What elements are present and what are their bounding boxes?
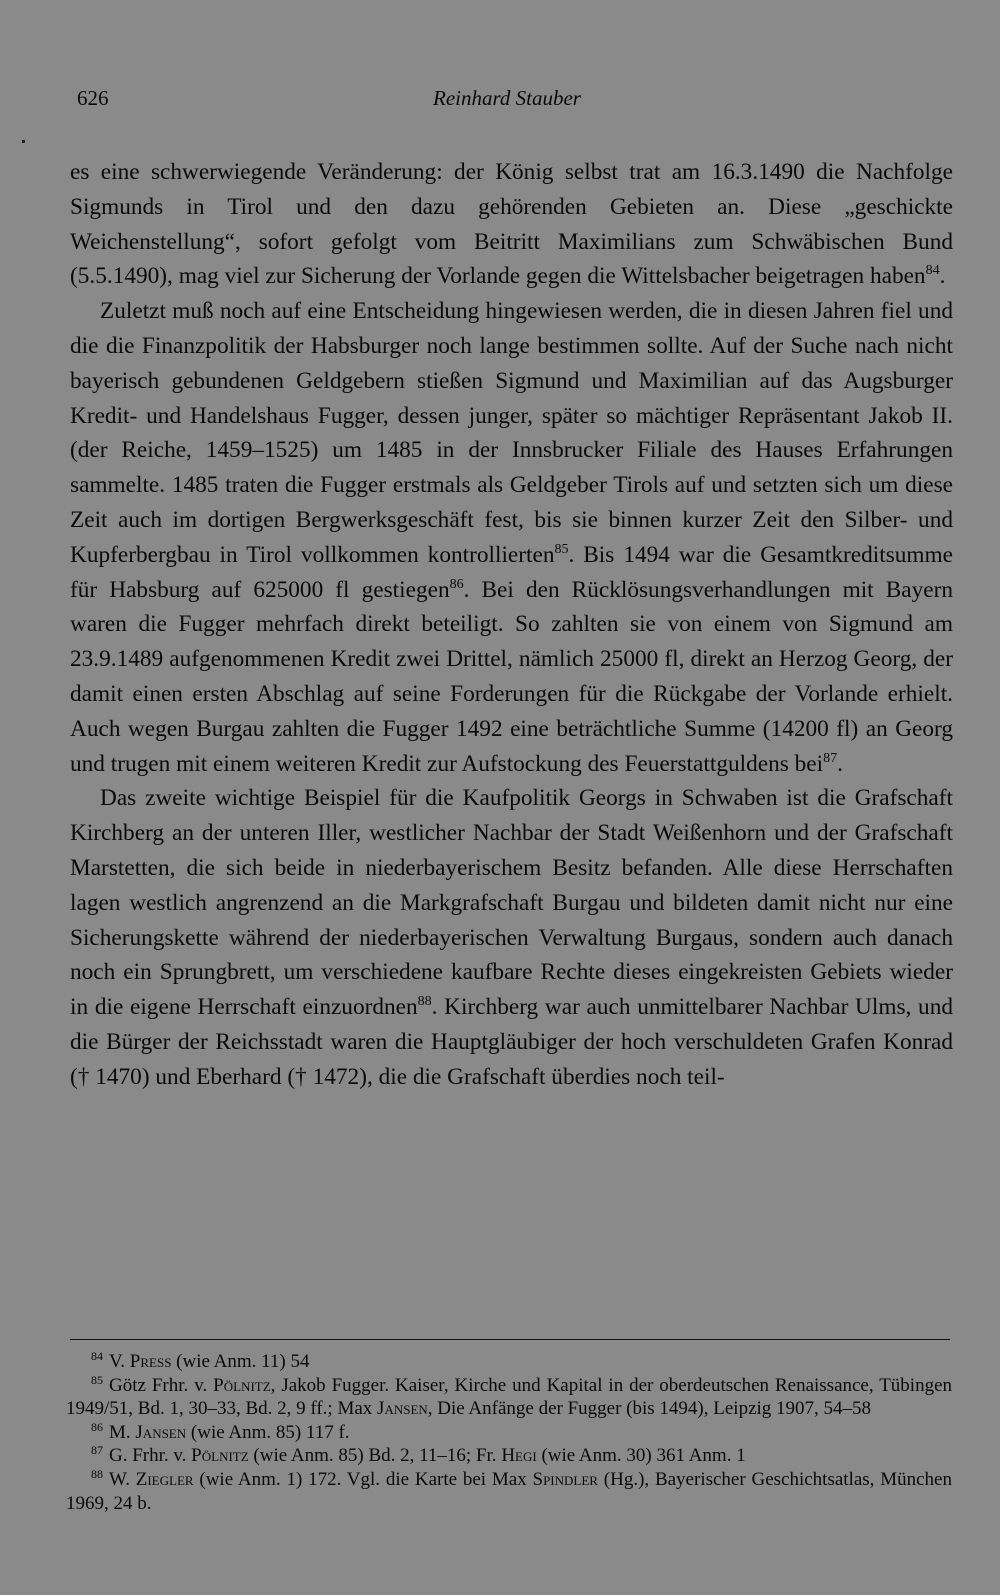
footnote-ref-86[interactable]: 86: [449, 576, 464, 592]
paragraph-3: Das zweite wichtige Beispiel für die Kaufpolitik Georgs in Schwaben ist die Grafschaft Kirchberg an der unteren Iller, westlicher Nachbar der Stadt Weißenhorn und der Grafschaft Marstetten, die sich beide in niederbayerischem Besitz befanden. Alle diese Herrschaften lagen westlich angrenzend an die Markgrafschaft Burgau und bildeten damit nicht nur eine Sicherungskette während der niederbayerischen Verwaltung Burgaus, sondern auch danach noch ein Sprungbrett, um verschiedene kaufbare Rechte dieses eingekreisten Gebiets wieder in die eigene Herrschaft einzuordnen$^{88}$. Kirchberg war auch unmittelbarer Nachbar Ulms, und die Bürger der Reichsstadt waren die Hauptgläubiger der hoch verschuldeten Grafen Konrad († 1470) und Eberhard († 1472), die die Grafschaft überdies noch teil-: [70, 785, 953, 1090]
paragraph-2: Zuletzt muß noch auf eine Entscheidung hingewiesen werden, die in diesen Jahren fiel und die die Finanzpolitik der Habsburger noch lange bestimmen sollte. Auf der Suche nach nicht bayerisch gebundenen Geldgebern stießen Sigmund und Maximilian auf das Augsburger Kredit- und Handelshaus Fugger, dessen junger, später so mächtiger Repräsentant Jakob II. (der Reiche, 1459–1525) um 1485 in der Innsbrucker Filiale des Hauses Erfahrungen sammelte. 1485 traten die Fugger erstmals als Geldgeber Tirols auf und setzten sich um diese Zeit auch im dortigen Bergwerksgeschäft fest, bis sie binnen kurzer Zeit den Silber- und Kupferbergbau in Tirol vollkommen kontrollierten$^{85}$. Bis 1494 war die Gesamtkreditsumme für Habsburg auf 625000 fl gestiegen$^{86}$. Bei den Rücklösungsverhandlungen mit Bayern waren die Fugger mehrfach direkt beteiligt. So zahlten sie von einem von Sigmund am 23.9.1489 aufgenommenen Kredit zwei Drittel, nämlich 25000 fl, direkt an Herzog Georg, der damit einen ersten Abschlag auf seine Forderungen für die Rückgabe der Vorlande erhielt. Auch wegen Burgau zahlten die Fugger 1492 eine beträchtliche Summe (14200 fl) an Georg und trugen mit einem weiteren Kredit zur Aufstockung des Feuerstattguldens bei$^{87}$.: [70, 298, 954, 777]
scan-speck: [22, 140, 25, 143]
footnote-separator: [70, 1339, 950, 1340]
footnote-84: $^{84}$ V. Press (wie Anm. 11) 54: [91, 1349, 310, 1372]
footnote-85: $^{85}$ Götz Frhr. v. Pölnitz, Jakob Fugger. Kaiser, Kirche und Kapital in der oberdeutschen Renaissance, Tübingen 1949/51, Bd. 1, 30–33, Bd. 2, 9 ff.; Max Jansen, Die Anfänge der Fugger (bis 1494), Leipzig 1907, 54–58: [66, 1372, 953, 1420]
footnote-number: 88: [91, 1466, 103, 1481]
footnote-ref-84[interactable]: 84: [925, 263, 940, 279]
footnote-number: 87: [91, 1443, 103, 1458]
paragraph-1: es eine schwerwiegende Veränderung: der König selbst trat am 16.3.1490 die Nachfolge Sigmunds in Tirol und den dazu gehörenden Gebieten an. Diese „geschickte Weichenstellung“, sofort gefolgt vom Beitritt Maximilians zum Schwäbischen Bund (5.5.1490), mag viel zur Sicherung der Vorlande gegen die Wittelsbacher beigetragen haben$^{84}$.: [70, 159, 953, 290]
footnote-ref-87[interactable]: 87: [823, 750, 838, 766]
footnote-ref-88[interactable]: 88: [417, 994, 432, 1010]
page-header: [77, 86, 937, 118]
footnote-number: 85: [91, 1372, 103, 1387]
body-text: [70, 155, 953, 1095]
page-number: 626: [77, 86, 109, 110]
footnote-88: $^{88}$ W. Ziegler (wie Anm. 1) 172. Vgl. die Karte bei Max Spindler (Hg.), Bayerischer Geschichtsatlas, München 1969, 24 b.: [66, 1466, 952, 1514]
footnotes: [66, 1350, 952, 1515]
footnote-number: 84: [91, 1349, 103, 1363]
footnote-86: $^{86}$ M. Jansen (wie Anm. 85) 117 f.: [91, 1419, 350, 1443]
running-head: Reinhard Stauber: [433, 86, 581, 110]
footnote-87: $^{87}$ G. Frhr. v. Pölnitz (wie Anm. 85) Bd. 2, 11–16; Fr. Hegi (wie Anm. 30) 361 Anm. 1: [91, 1443, 746, 1467]
footnote-ref-85[interactable]: 85: [554, 541, 569, 557]
footnote-number: 86: [91, 1419, 103, 1434]
